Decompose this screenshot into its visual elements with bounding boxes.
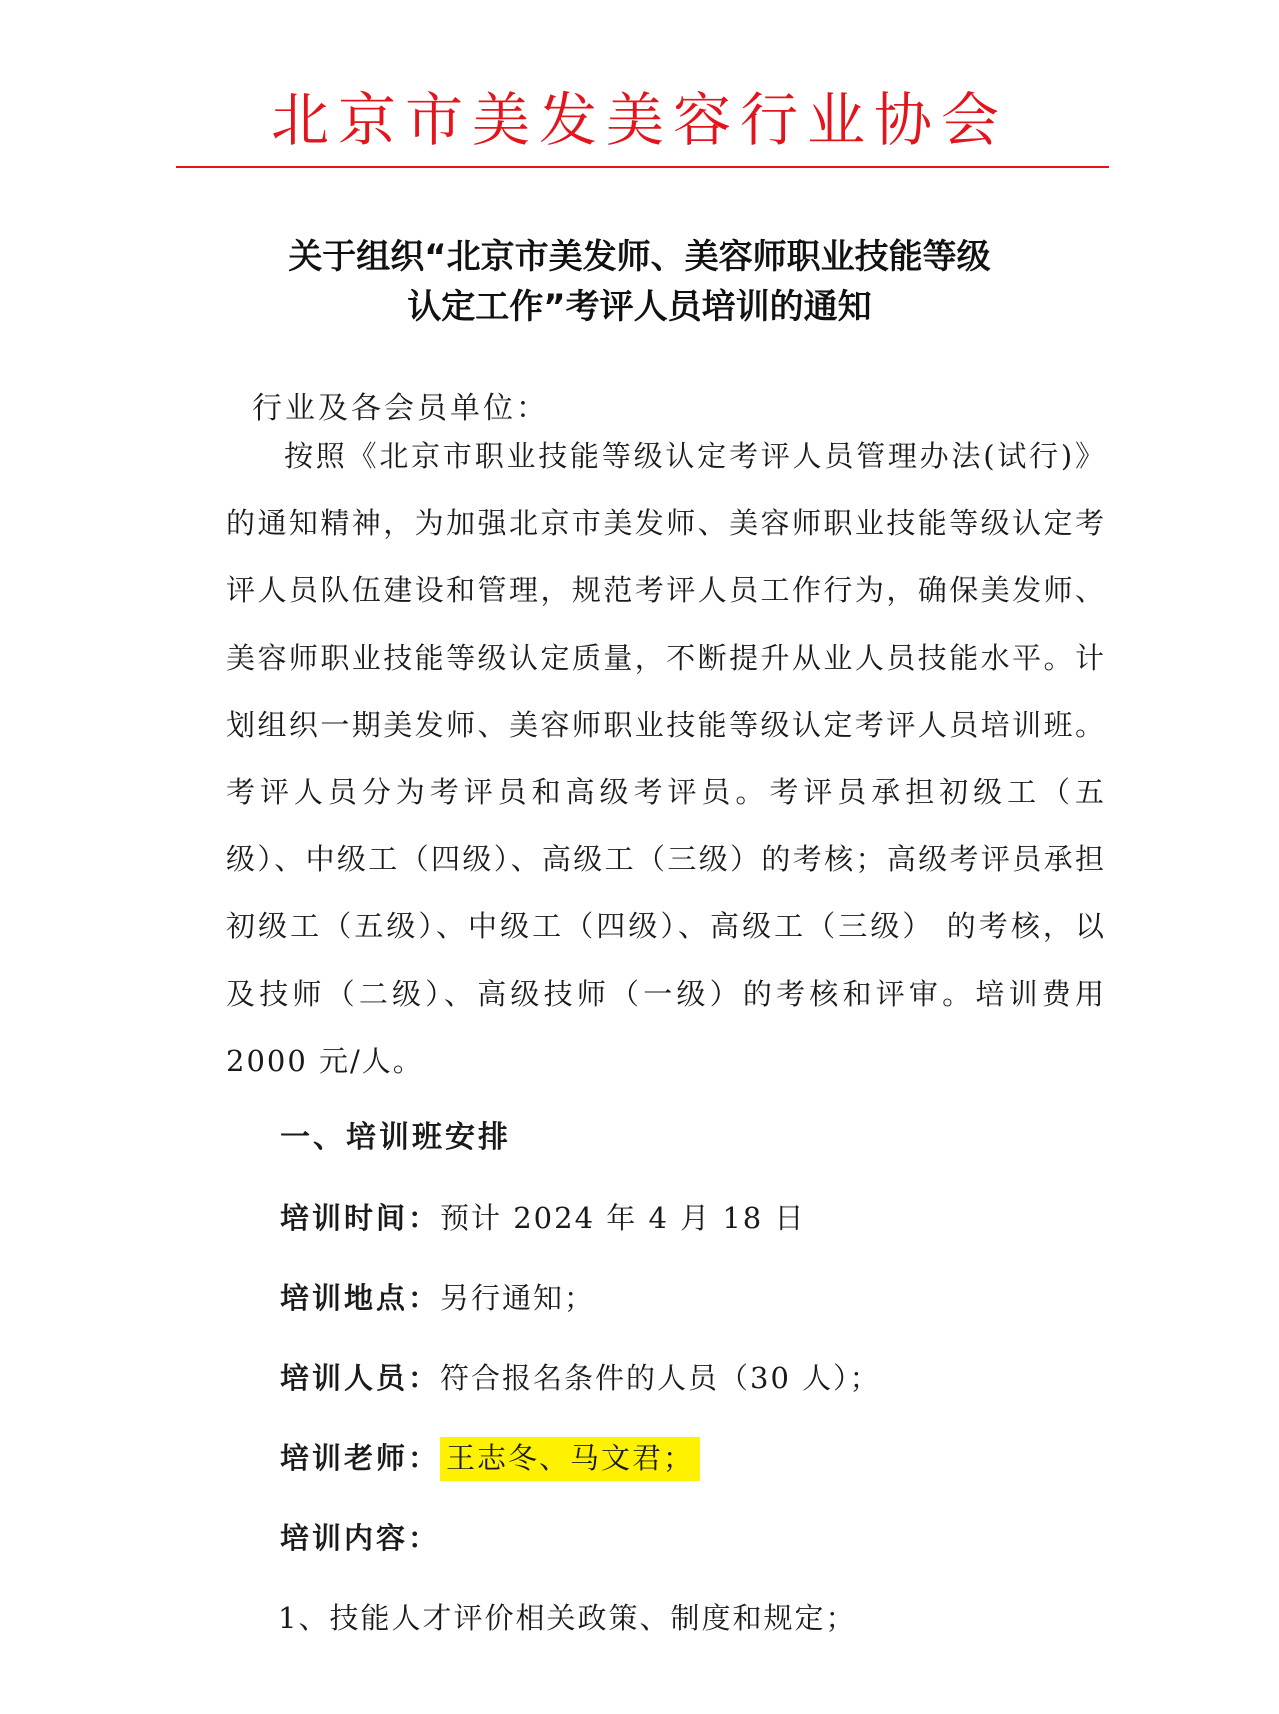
document-title-line-1: 关于组织“北京市美发师、美容师职业技能等级 [288, 237, 991, 277]
section-heading-training-arrangement: 一、培训班安排 [280, 1120, 511, 1155]
training-teacher-row [280, 1433, 700, 1483]
organization-header: 北京市美发美容行业协会 [270, 86, 1008, 154]
training-people-row [280, 1353, 881, 1403]
training-place-value: 另行通知； [440, 1281, 596, 1315]
training-place-label: 培训地点： [280, 1281, 441, 1315]
training-time-row [280, 1193, 805, 1243]
training-time-label: 培训时间： [280, 1201, 441, 1235]
salutation: 行业及各会员单位： [252, 391, 549, 426]
document-title-line-2: 认定工作”考评人员培训的通知 [407, 287, 872, 327]
training-time-value: 预计 2024 年 4 月 18 日 [440, 1201, 806, 1235]
training-people-label: 培训人员： [280, 1361, 441, 1395]
training-content-item: 1、技能人才评价相关政策、制度和规定； [278, 1601, 857, 1635]
training-teacher-label: 培训老师： [280, 1441, 441, 1475]
body-paragraph: 按照《北京市职业技能等级认定考评人员管理办法(试行)》的通知精神，为加强北京市美发师、美容师职业技能等级认定考评人员队伍建设和管理，规范考评人员工作行为，确保美发师、美容师职业技能等级认定质量，不断提升从业人员技能水平。计划组织一期美发师、美容师职业技能等级认定考评人员培训班。考评人员分为考评员和高级考评员。考评员承担初级工（五级）、中级工（四级）、高级工（三级）的考核；高级考评员承担初级工（五级）、中级工（四级）、高级工（三级） 的考核，以及技师（二级）、高级技师（一级）的考核和评审。培训费用 2000 元/人。 [226, 439, 1106, 1078]
training-content-label: 培训内容： [280, 1521, 441, 1555]
training-teacher-value-highlighted: 王志冬、马文君； [440, 1437, 700, 1481]
header-red-rule [176, 166, 1109, 168]
training-content-row [280, 1513, 440, 1563]
training-people-value: 符合报名条件的人员（30 人）； [440, 1361, 881, 1395]
training-place-row [280, 1273, 595, 1323]
